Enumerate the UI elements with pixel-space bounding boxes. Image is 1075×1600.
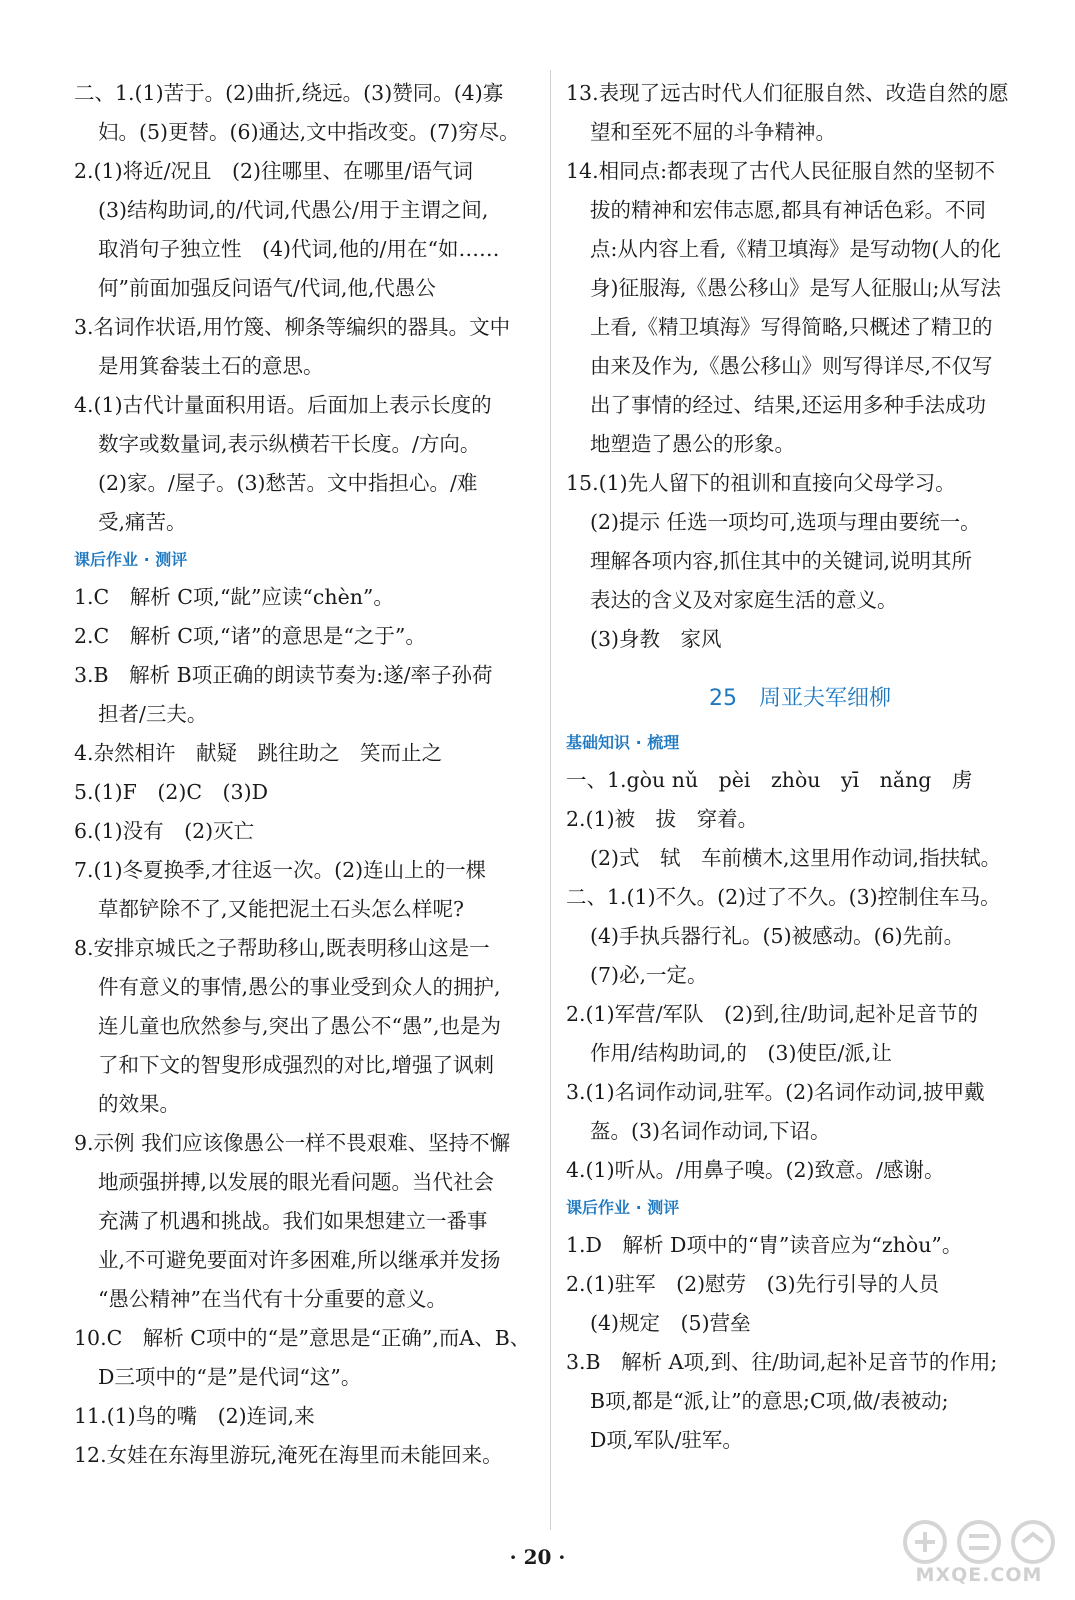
answer-line: 9.示例 我们应该像愚公一样不畏艰难、坚持不懈 — [74, 1131, 511, 1155]
answer-line: 2.C 解析 C项,“诸”的意思是“之于”。 — [74, 624, 426, 648]
answer-line: 3.名词作状语,用竹篾、柳条等编织的器具。文中 — [74, 315, 511, 339]
answer-line: 1.C 解析 C项,“龀”应读“chèn”。 — [74, 585, 394, 609]
answer-line: 由来及作为,《愚公移山》则写得详尽,不仅写 — [590, 354, 993, 378]
answer-line: 2.(1)将近/况且 (2)往哪里、在哪里/语气词 — [74, 159, 473, 183]
answer-line: 2.(1)驻军 (2)慰劳 (3)先行引导的人员 — [566, 1272, 940, 1296]
answer-line: 担者/三夫。 — [98, 702, 208, 726]
answer-line: (2)式 轼 车前横木,这里用作动词,指扶轼。 — [590, 846, 1002, 870]
answer-line: 连儿童也欣然参与,突出了愚公不“愚”,也是为 — [98, 1014, 501, 1038]
answer-line: 盔。(3)名词作动词,下诏。 — [590, 1119, 831, 1143]
answer-line: 何”前面加强反问语气/代词,他,代愚公 — [98, 276, 436, 300]
page-number: · 20 · — [509, 1545, 566, 1569]
answer-line: (2)家。/屋子。(3)愁苦。文中指担心。/难 — [98, 471, 478, 495]
answer-line: 充满了机遇和挑战。我们如果想建立一番事 — [98, 1209, 488, 1233]
right-column — [566, 74, 1034, 1460]
answer-line: 1.D 解析 D项中的“胄”读音应为“zhòu”。 — [566, 1233, 963, 1257]
answer-line: (2)提示 任选一项均可,选项与理由要统一。 — [590, 510, 981, 534]
answer-line: 3.(1)名词作动词,驻军。(2)名词作动词,披甲戴 — [566, 1080, 985, 1104]
answer-line: 3.B 解析 B项正确的朗读节奏为:遂/率子孙荷 — [74, 663, 493, 687]
column-divider — [550, 70, 551, 1530]
answer-line: 拔的精神和宏伟志愿,都具有神话色彩。不同 — [590, 198, 987, 222]
answer-line: 点:从内容上看,《精卫填海》是写动物(人的化 — [590, 237, 1001, 261]
answer-line: (7)必,一定。 — [590, 963, 708, 987]
answer-line: (3)身教 家风 — [590, 627, 722, 651]
answer-line: 地塑造了愚公的形象。 — [590, 432, 795, 456]
answer-line: 表达的含义及对家庭生活的意义。 — [590, 588, 898, 612]
answer-circle-logo-icon — [895, 1518, 1063, 1566]
answer-line: 数字或数量词,表示纵横若干长度。/方向。 — [98, 432, 481, 456]
answer-line: 4.杂然相许 献疑 跳往助之 笑而止之 — [74, 741, 443, 765]
answer-line: 望和至死不屈的斗争精神。 — [590, 120, 836, 144]
answer-line: 件有意义的事情,愚公的事业受到众人的拥护, — [98, 975, 501, 999]
section-heading-basics: 基础知识 · 梳理 — [566, 733, 680, 752]
answer-line: 妇。(5)更替。(6)通达,文中指改变。(7)穷尽。 — [98, 120, 520, 144]
answer-line: 8.安排京城氏之子帮助移山,既表明移山这是一 — [74, 936, 490, 960]
answer-line: 2.(1)被 拔 穿着。 — [566, 807, 759, 831]
answer-line: 7.(1)冬夏换季,才往返一次。(2)连山上的一棵 — [74, 858, 487, 882]
answer-line: 13.表现了远古时代人们征服自然、改造自然的愿 — [566, 81, 1009, 105]
section-heading-homework: 课后作业 · 测评 — [74, 550, 188, 569]
watermark — [895, 1518, 1063, 1592]
section-heading-homework-2: 课后作业 · 测评 — [566, 1198, 680, 1217]
answer-line: 二、1.(1)不久。(2)过了不久。(3)控制住车马。 — [566, 885, 1001, 909]
lesson-title — [566, 673, 1034, 725]
answer-line: (4)规定 (5)营垒 — [590, 1311, 751, 1335]
answer-line: 作用/结构助词,的 (3)使臣/派,让 — [590, 1041, 892, 1065]
answer-line: 上看,《精卫填海》写得简略,只概述了精卫的 — [590, 315, 993, 339]
answer-line: (3)结构助词,的/代词,代愚公/用于主谓之间, — [98, 198, 489, 222]
answer-line: 身)征服海,《愚公移山》是写人征服山;从写法 — [590, 276, 1001, 300]
answer-line: 6.(1)没有 (2)灭亡 — [74, 819, 255, 843]
answer-line: 4.(1)听从。/用鼻子嗅。(2)致意。/感谢。 — [566, 1158, 945, 1182]
answer-line: 业,不可避免要面对许多困难,所以继承并发扬 — [98, 1248, 501, 1272]
answer-line: (4)手执兵器行礼。(5)被感动。(6)先前。 — [590, 924, 965, 948]
answer-line: 11.(1)鸟的嘴 (2)连词,来 — [74, 1404, 315, 1428]
answer-line: B项,都是“派,让”的意思;C项,做/表被动; — [590, 1389, 949, 1413]
answer-line: 是用箕畚装土石的意思。 — [98, 354, 324, 378]
lesson-title-text: 周亚夫军细柳 — [758, 686, 891, 711]
answer-line: 地顽强拼搏,以发展的眼光看问题。当代社会 — [98, 1170, 495, 1194]
answer-line: 取消句子独立性 (4)代词,他的/用在“如…… — [98, 237, 500, 261]
answer-line: D三项中的“是”是代词“这”。 — [98, 1365, 362, 1389]
answer-line: “愚公精神”在当代有十分重要的意义。 — [98, 1287, 447, 1311]
answer-line: 10.C 解析 C项中的“是”意思是“正确”,而A、B、 — [74, 1326, 531, 1350]
answer-line: D项,军队/驻军。 — [590, 1428, 743, 1452]
answer-line: 了和下文的智叟形成强烈的对比,增强了讽刺 — [98, 1053, 495, 1077]
answer-line: 2.(1)军营/军队 (2)到,往/助词,起补足音节的 — [566, 1002, 978, 1026]
answer-line: 受,痛苦。 — [98, 510, 187, 534]
answer-line: 5.(1)F (2)C (3)D — [74, 780, 269, 804]
answer-line: 的效果。 — [98, 1092, 180, 1116]
answer-line: 14.相同点:都表现了古代人民征服自然的坚韧不 — [566, 159, 996, 183]
answer-line: 出了事情的经过、结果,还运用多种手法成功 — [590, 393, 987, 417]
answer-line: 3.B 解析 A项,到、往/助词,起补足音节的作用; — [566, 1350, 998, 1374]
lesson-number: 25 — [708, 686, 737, 711]
answer-line: 理解各项内容,抓住其中的关键词,说明其所 — [590, 549, 973, 573]
answer-line: 15.(1)先人留下的祖训和直接向父母学习。 — [566, 471, 956, 495]
answer-line: 一、1.gòu nǔ pèi zhòu yī nǎng 虏 — [566, 768, 973, 792]
answer-line: 12.女娃在东海里游玩,淹死在海里而未能回来。 — [74, 1443, 503, 1467]
watermark-text: MXQE.COM — [915, 1564, 1043, 1586]
answer-line: 4.(1)古代计量面积用语。后面加上表示长度的 — [74, 393, 492, 417]
answer-line: 二、1.(1)苦于。(2)曲折,绕远。(3)赞同。(4)寡 — [74, 81, 504, 105]
answer-line: 草都铲除不了,又能把泥土石头怎么样呢? — [98, 897, 465, 921]
left-column — [74, 74, 534, 1475]
